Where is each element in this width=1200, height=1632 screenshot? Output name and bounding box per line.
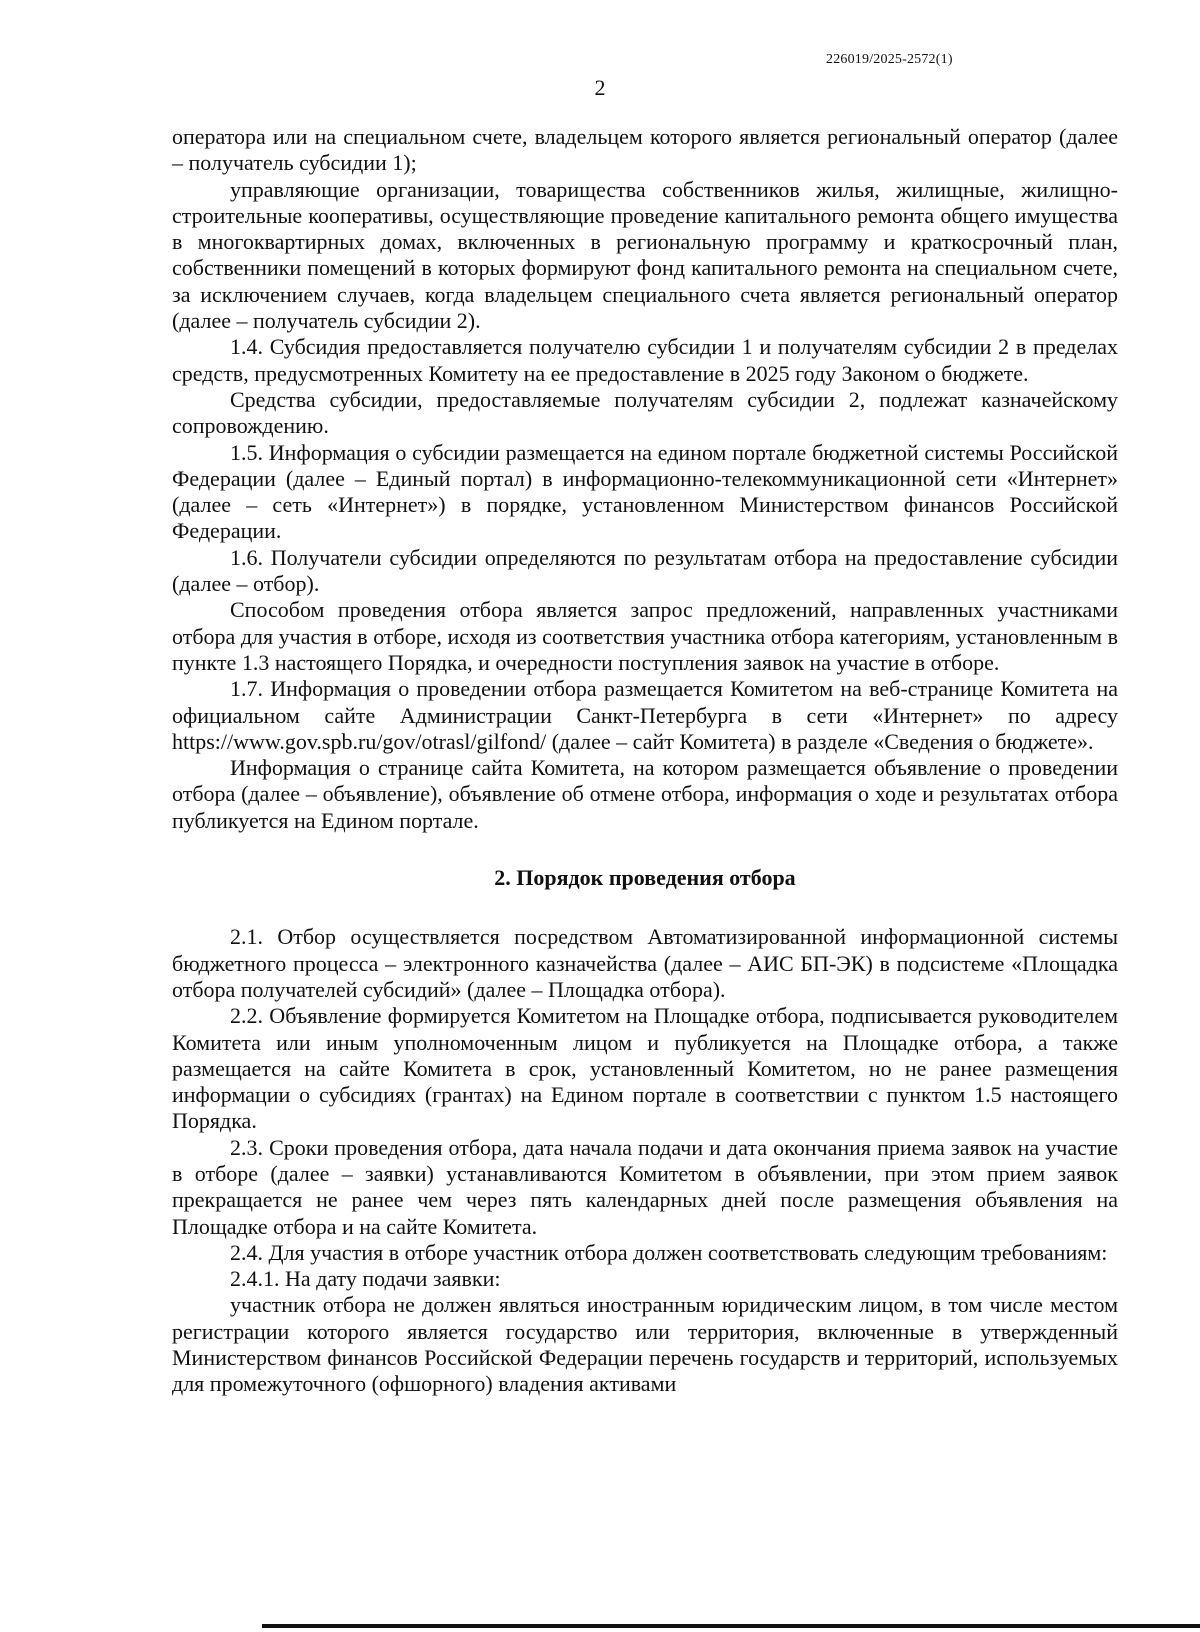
paragraph: 2.2. Объявление формируется Комитетом на Площадке отбора, подписывается руководителем Комитета или иным уполномоченным лицом и публикуется на Площадке отбора, а также размещается на сайте Комитета в срок, установленный Комитетом, но не ранее размещения информации о субсидиях (грантах) на Едином портале в соответствии с пунктом 1.5 настоящего Порядка. (172, 1003, 1118, 1134)
paragraph: 1.6. Получатели субсидии определяются по результатам отбора на предоставление субсидии (далее – отбор). (172, 544, 1118, 597)
paragraph: участник отбора не должен являться иностранным юридическим лицом, в том числе местом регистрации которого является государство или территория, включенные в утвержденный Министерством финансов Российской Федерации перечень государств и территорий, используемых для промежуточного (офшорного) владения активами (172, 1292, 1118, 1397)
paragraph: 2.1. Отбор осуществляется посредством Автоматизированной информационной системы бюджетного процесса – электронного казначейства (далее – АИС БП-ЭК) в подсистеме «Площадка отбора получателей субсидий» (далее – Площадка отбора). (172, 924, 1118, 1002)
paragraph: 1.4. Субсидия предоставляется получателю субсидии 1 и получателям субсидии 2 в пределах средств, предусмотренных Комитету на ее предоставление в 2025 году Законом о бюджете. (172, 334, 1118, 386)
document-number: 226019/2025-2572(1) (826, 52, 953, 67)
paragraph: 2.3. Сроки проведения отбора, дата начала подачи и дата окончания приема заявок на участие в отборе (далее – заявки) устанавливаются Комитетом в объявлении, при этом прием заявок прекращается не ранее чем через пять календарных дней после размещения объявления на Площадке отбора и на сайте Комитета. (172, 1134, 1118, 1239)
scan-bottom-edge (262, 1624, 1200, 1628)
paragraph: 2.4.1. На дату подачи заявки: (230, 1266, 501, 1292)
paragraph: 1.7. Информация о проведении отбора размещается Комитетом на веб-странице Комитета на официальном сайте Администрации Санкт-Петербурга в сети «Интернет» по адресу https://www.gov.spb.ru/gov/otrasl/gilfond/ (далее – сайт Комитета) в разделе «Сведения о бюджете». (172, 676, 1118, 754)
paragraph: Способом проведения отбора является запрос предложений, направленных участниками отбора для участия в отборе, исходя из соответствия участника отбора категориям, установленным в пункте 1.3 настоящего Порядка, и очередности поступления заявок на участие в отборе. (172, 597, 1118, 675)
paragraph: управляющие организации, товарищества собственников жилья, жилищные, жилищно-строительные кооперативы, осуществляющие проведение капитального ремонта общего имущества в многоквартирных домах, включенных в региональную программу и краткосрочный план, собственники помещений в которых формируют фонд капитального ремонта на специальном счете, за исключением случаев, когда владельцем специального счета является региональный оператор (далее – получатель субсидии 2). (172, 176, 1118, 334)
paragraph: Средства субсидии, предоставляемые получателям субсидии 2, подлежат казначейскому сопровождению. (172, 386, 1118, 439)
page-number: 2 (594, 75, 606, 100)
document-body (172, 124, 1118, 1398)
paragraph: 1.5. Информация о субсидии размещается на едином портале бюджетной системы Российской Федерации (далее – Единый портал) в информационно-телекоммуникационной сети «Интернет» (далее – сеть «Интернет») в порядке, установленном Министерством финансов Российской Федерации. (172, 439, 1118, 544)
section-heading: 2. Порядок проведения отбора (494, 865, 796, 891)
paragraph: Информация о странице сайта Комитета, на котором размещается объявление о проведении отбора (далее – объявление), объявление об отмене отбора, информация о ходе и результатах отбора публикуется на Едином портале. (172, 755, 1118, 833)
paragraph: 2.4. Для участия в отборе участник отбора должен соответствовать следующим требованиям: (230, 1239, 1108, 1265)
paragraph: оператора или на специальном счете, владельцем которого является региональный оператор (далее – получатель субсидии 1); (172, 124, 1118, 176)
